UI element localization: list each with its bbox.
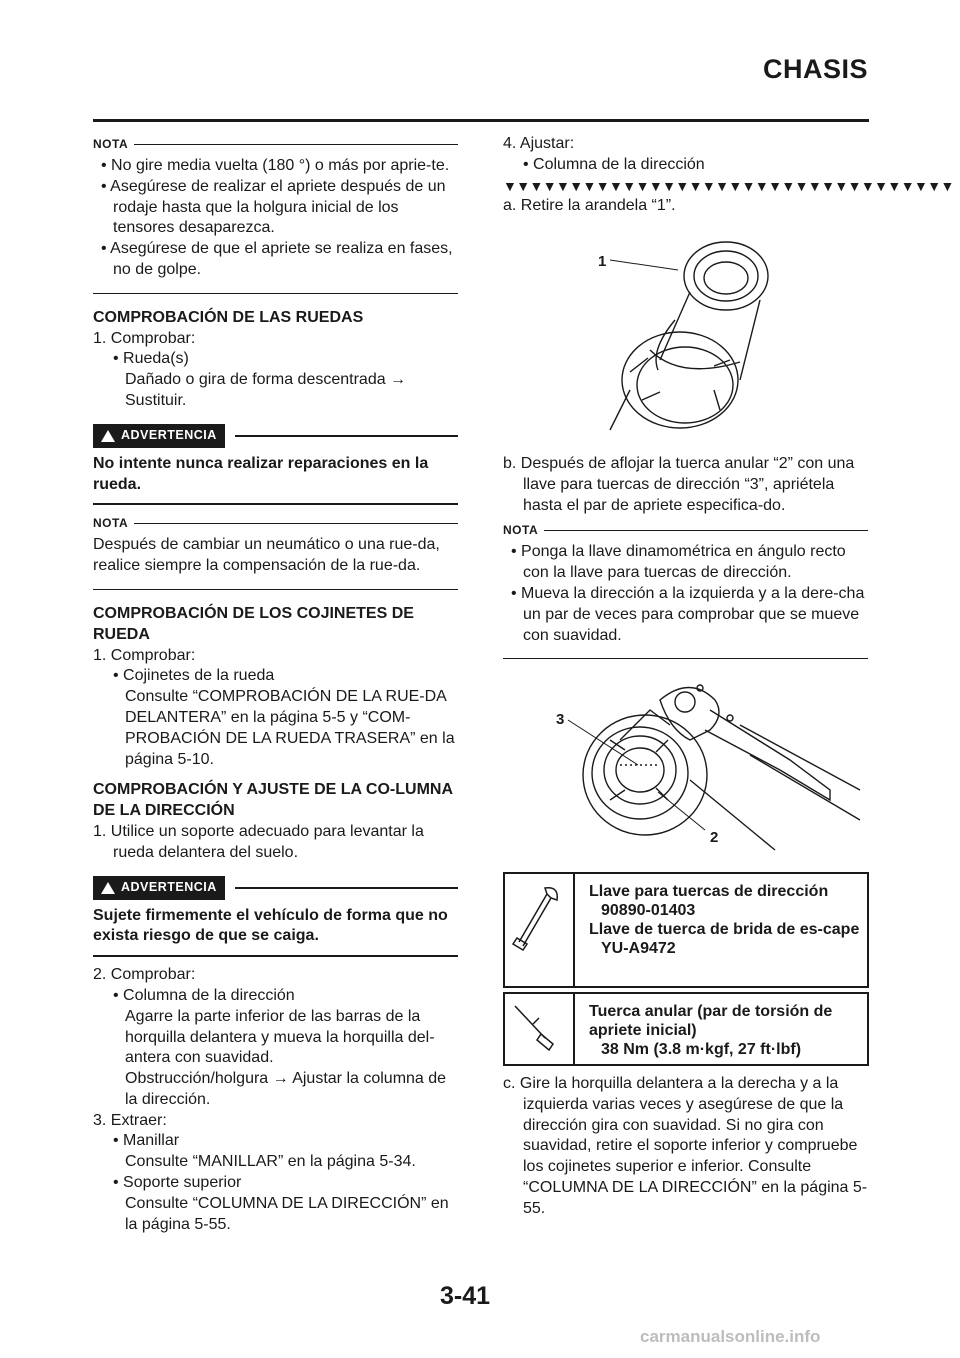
step-item: • Manillar	[113, 1132, 180, 1150]
note-heading	[93, 513, 458, 533]
right-column-c	[503, 1074, 868, 1220]
warning-icon	[101, 430, 115, 442]
step: 1. Comprobar:	[93, 329, 196, 347]
warning-end-rule	[93, 503, 458, 505]
note-label: NOTA	[93, 136, 129, 151]
step-item: • Columna de la dirección	[113, 986, 295, 1004]
step-detail: Dañado o gira de forma descentrada → Sustituir.	[125, 371, 407, 409]
page-number: 3-41	[440, 1282, 491, 1310]
step-item: • Soporte superior	[113, 1174, 242, 1192]
step-detail: Agarre la parte inferior de las barras de la horquilla delantera y mueva la horquilla del-antera con suavidad.	[125, 1007, 435, 1067]
note-heading	[503, 520, 868, 540]
note-heading	[93, 134, 458, 154]
step: 1. Utilice un soporte adecuado para levantar la rueda delantera del suelo.	[93, 822, 424, 861]
figure-washer	[590, 240, 790, 440]
substep-b: b. Después de aflojar la tuerca anular “2” con una llave para tuercas de dirección “3”, apriétela hasta el par de apriete especifica-do.	[503, 455, 855, 514]
warning-heading	[93, 876, 458, 900]
note-text: Después de cambiar un neumático o una rue-da, realice siempre la compensación de la rue-da.	[93, 536, 440, 575]
step: 3. Extraer:	[93, 1111, 167, 1129]
tool-part-number: 90890-01403	[601, 902, 696, 919]
figure-callout-2: 2	[710, 829, 719, 846]
left-column	[93, 134, 458, 1235]
torque-title: Tuerca anular (par de torsión de apriete inicial)	[589, 1003, 833, 1039]
figure-wrench	[540, 670, 870, 860]
warning-badge: ADVERTENCIA	[93, 424, 225, 448]
note-item: • Ponga la llave dinamométrica en ángulo recto con la llave para tuercas de dirección.	[511, 543, 846, 582]
step-item: • Rueda(s)	[113, 350, 189, 368]
note-item: • Mueva la dirección a la izquierda y a la dere-cha un par de veces para comprobar que se mueve con suavidad.	[511, 584, 865, 644]
warning-heading	[93, 424, 458, 448]
note-end-rule	[93, 293, 458, 294]
note-end-rule	[93, 589, 458, 590]
note-label: NOTA	[93, 515, 129, 530]
note-end-rule	[503, 658, 868, 659]
step: 4. Ajustar:	[503, 135, 575, 152]
torque-cell	[505, 994, 575, 1064]
tool-spec-box	[503, 872, 869, 988]
tool-part-number: YU-A9472	[601, 940, 676, 957]
tool-name: Llave para tuercas de dirección	[589, 883, 829, 900]
section-title-columna: COMPROBACIÓN Y AJUSTE DE LA CO-LUMNA DE LA DIRECCIÓN	[93, 781, 453, 820]
tool-name: Llave de tuerca de brida de es-cape	[589, 921, 860, 938]
step-detail: Obstrucción/holgura → Ajustar la columna de la dirección.	[125, 1070, 447, 1108]
section-title-cojinetes: COMPROBACIÓN DE LOS COJINETES DE RUEDA	[93, 604, 414, 643]
step-detail: Consulte “COMPROBACIÓN DE LA RUE-DA DELANTERA” en la página 5-5 y “COM-PROBACIÓN DE LA RUEDA TRASERA” en la página 5-10.	[125, 688, 455, 768]
torque-wrench-icon	[505, 994, 569, 1064]
header-rule	[93, 119, 869, 122]
warning-end-rule	[93, 955, 458, 957]
page-title: CHASIS	[762, 54, 868, 84]
torque-spec-text	[589, 1002, 861, 1059]
note-item: • Asegúrese de que el apriete se realiza en fases, no de golpe.	[101, 240, 453, 278]
torque-spec-box	[503, 992, 869, 1066]
torque-value: 38 Nm (3.8 m·kgf, 27 ft·lbf)	[601, 1041, 802, 1058]
step-item: • Columna de la dirección	[523, 155, 705, 173]
warning-badge: ADVERTENCIA	[93, 876, 225, 900]
step-item: • Cojinetes de la rueda	[113, 667, 275, 685]
footer-watermark: carmanualsonline.info	[640, 1327, 821, 1346]
wrench-tool-icon	[505, 874, 569, 986]
step-detail: Consulte “MANILLAR” en la página 5-34.	[125, 1153, 416, 1171]
right-column-b	[503, 454, 868, 673]
substep-a: a. Retire la arandela “1”.	[503, 196, 676, 214]
figure-callout-1: 1	[598, 253, 607, 270]
note-item: • Asegúrese de realizar el apriete después de un rodaje hasta que la holgura inicial de los tensores desaparezca.	[101, 177, 446, 237]
figure-callout-3: 3	[556, 711, 565, 728]
substep-c: c. Gire la horquilla delantera a la derecha y a la izquierda varias veces y asegúrese de que la dirección gira con suavidad. Si no gira con suavidad, retire el soporte inferior y compruebe los cojinetes superior e inferior. Consulte “COLUMNA DE LA DIRECCIÓN” en la página 5-55.	[503, 1075, 868, 1217]
step: 2. Comprobar:	[93, 966, 196, 984]
warning-text: No intente nunca realizar reparaciones en la rueda.	[93, 454, 429, 493]
tool-spec-text	[589, 882, 861, 958]
note-label: NOTA	[503, 523, 539, 537]
step: 1. Comprobar:	[93, 646, 196, 664]
right-column	[503, 134, 954, 216]
tool-cell	[505, 874, 575, 986]
warning-icon	[101, 882, 115, 894]
section-title-ruedas: COMPROBACIÓN DE LAS RUEDAS	[93, 308, 364, 326]
warning-text: Sujete firmemente el vehículo de forma que no exista riesgo de que se caiga.	[93, 906, 448, 945]
note-item: • No gire media vuelta (180 °) o más por aprie-te.	[101, 157, 450, 174]
procedure-start-marker: ▼▼▼▼▼▼▼▼▼▼▼▼▼▼▼▼▼▼▼▼▼▼▼▼▼▼▼▼▼▼▼▼▼▼	[503, 177, 954, 194]
step-detail: Consulte “COLUMNA DE LA DIRECCIÓN” en la página 5-55.	[125, 1194, 449, 1233]
